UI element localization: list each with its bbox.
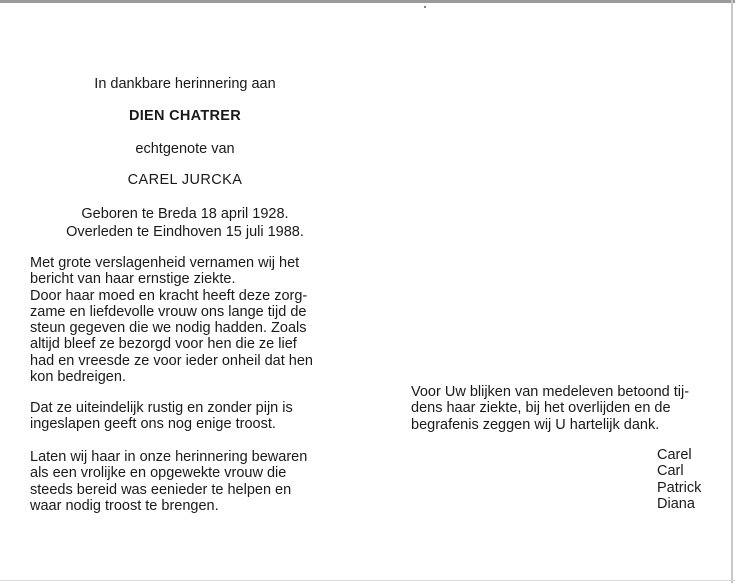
text-line: ingeslapen geeft ons nog enige troost. [30,416,276,433]
spouse-label: echtgenote van [135,141,235,157]
text-line: als een vrolijke en opgewekte vrouw die [30,465,287,482]
deceased-name: DIEN CHATRER [128,108,242,124]
birth-line: Geboren te Breda 18 april 1928. [81,206,289,222]
signatories [657,447,701,512]
paragraph-remembrance [30,449,320,514]
text-line: had en vreesde ze voor ieder onheil dat hen [30,352,313,369]
text-line: zame en liefdevolle vrouw ons lange tijd de [30,303,307,320]
spouse-name: CAREL JURCKA [127,172,243,188]
text-line: Door haar moed en kracht heeft deze zorg- [30,287,308,304]
text-line: altijd bleef ze bezorgd voor hen die ze lief [30,336,297,353]
signatory-name: Patrick [657,479,702,496]
text-line: Laten wij haar in onze herinnering bewaren [30,449,308,465]
paragraph-illness [30,255,320,385]
life-dates [20,205,350,241]
text-line: kon bedreigen. [30,369,126,386]
intro-line: In dankbare herinnering aan [94,76,276,92]
signatory-name: Carel [657,447,692,463]
text-line: waar nodig troost te brengen. [30,497,219,514]
text-line: steun gegeven die we nodig hadden. Zoals [30,320,307,337]
card-bottom-edge [0,580,735,581]
text-line: bericht van haar ernstige ziekte. [30,271,236,288]
signatory-name: Diana [657,495,695,512]
text-line: dens haar ziekte, bij het overlijden en de [411,400,671,417]
text-line: Met grote verslagenheid vernamen wij het [30,255,300,271]
death-line: Overleden te Eindhoven 15 juli 1988. [66,224,304,240]
speck [424,6,426,8]
signatory-name: Carl [657,463,684,480]
card-top-edge [0,0,735,3]
card-right-edge [731,0,733,583]
paragraph-comfort [30,400,320,433]
thanks-note [411,384,705,433]
text-line: Voor Uw blijken van medeleven betoond tij- [411,384,690,400]
text-line: steeds bereid was eenieder te helpen en [30,481,292,498]
text-line: Dat ze uiteindelijk rustig en zonder pijn is [30,400,293,416]
text-line: begrafenis zeggen wij U hartelijk dank. [411,416,660,433]
